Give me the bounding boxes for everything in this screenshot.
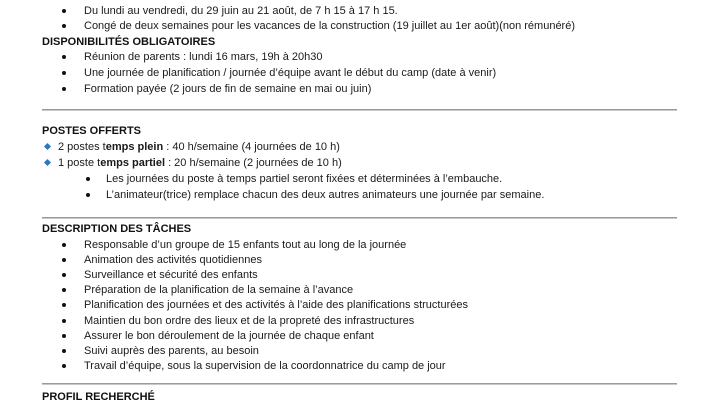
bullet-icon [62, 273, 66, 277]
bullet-icon [62, 288, 66, 292]
bullet-icon [86, 193, 90, 197]
bullet-icon [62, 243, 66, 247]
bullet-icon [62, 349, 66, 353]
bullet-icon [62, 303, 66, 307]
bullet-icon [62, 319, 66, 323]
section-heading-taches: DESCRIPTION DES TÂCHES [42, 223, 192, 235]
bullet-icon [86, 177, 90, 181]
section-divider [42, 383, 677, 385]
document-page: Du lundi au vendredi, du 29 juin au 21 août, de 7 h 15 à 17 h 15. Congé de deux semaines pour les vacances de la construction (19 juillet au 1er août)(non rémunéré) DISPONIBILITÉS OBLIGATOIRES Réunion de parents : lundi 16 mars, 19h à 20h30 Une journée de planification / journée d’équipe avant le début du camp (date à venir) Formation payée (2 jours de fin de semaine en mai ou juin) POSTES OFFERTS 2 postes temps plein : 40 h/semaine (4 journées de 10 h) 1 poste temps partiel : 20 h/semaine (2 journées de 10 h) Les journées du poste à temps partiel seront fixées et déterminées à l’embauche. L’animateur(trice) remplace chacun des deux autres animateurs une journée par semaine. DESCRIPTION DES TÂCHES Responsable d’un groupe de 15 enfants tout au long de la journée Animation des activités quotidiennes Surveillance et sécurité des enfants Préparation de la planification de la semaine à l’avance Planification des journées et des activités à l’aide des planifications structurées Maintien du bon ordre des lieux et de la propreté des infrastructures Assurer le bon déroulement de la journée de chaque enfant Suivi auprès des parents, au besoin Travail d’équipe, sous la supervision de la coordonnatrice du camp de jour PROFIL RECHERCHÉ [0, 0, 720, 405]
section-divider [42, 217, 677, 219]
section-heading-disponibilites: DISPONIBILITÉS OBLIGATOIRES [42, 36, 216, 48]
bullet-icon [62, 71, 66, 75]
bullet-icon [62, 334, 66, 338]
section-heading-profil: PROFIL RECHERCHÉ [42, 391, 155, 403]
bullet-icon [62, 24, 66, 28]
bullet-icon [62, 55, 66, 59]
diamond-bullet-icon [44, 159, 51, 166]
bullet-icon [62, 364, 66, 368]
bullet-icon [62, 9, 66, 13]
section-heading-postes: POSTES OFFERTS [42, 125, 142, 137]
bullet-icon [62, 258, 66, 262]
section-divider [42, 109, 677, 111]
bullet-icon [62, 87, 66, 91]
diamond-bullet-icon [44, 143, 51, 150]
